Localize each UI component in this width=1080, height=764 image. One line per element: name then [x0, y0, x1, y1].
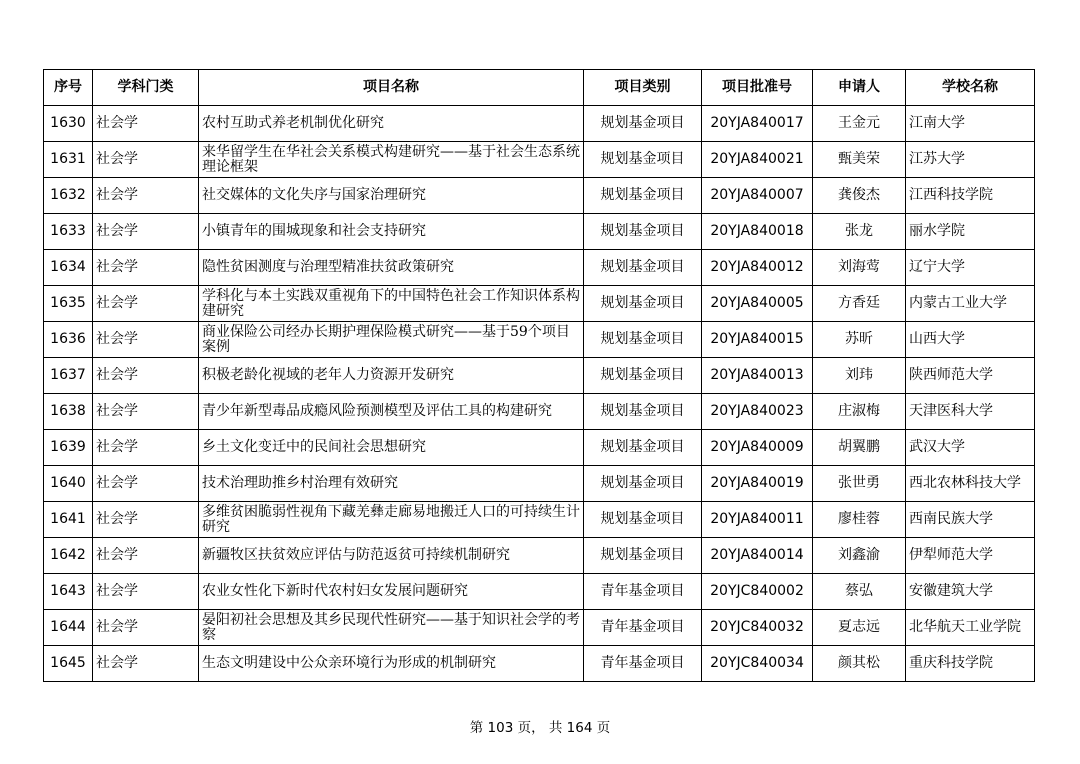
cell-approval-code: 20YJA840005: [702, 286, 813, 322]
table-row: [44, 646, 1035, 682]
cell-applicant: 刘海莺: [813, 250, 906, 286]
table-row: [44, 502, 1035, 538]
cell-no: 1642: [44, 538, 93, 574]
cell-project-type: 规划基金项目: [584, 322, 702, 358]
cell-school: 重庆科技学院: [906, 646, 1035, 682]
cell-approval-code: 20YJA840011: [702, 502, 813, 538]
cell-applicant: 庄淑梅: [813, 394, 906, 430]
cell-project-name: 生态文明建设中公众亲环境行为形成的机制研究: [199, 646, 584, 682]
cell-school: 江西科技学院: [906, 178, 1035, 214]
cell-project-name: 小镇青年的围城现象和社会支持研究: [199, 214, 584, 250]
cell-applicant: 夏志远: [813, 610, 906, 646]
cell-project-name: 新疆牧区扶贫效应评估与防范返贫可持续机制研究: [199, 538, 584, 574]
cell-school: 山西大学: [906, 322, 1035, 358]
cell-project-type: 规划基金项目: [584, 286, 702, 322]
cell-project-name: 技术治理助推乡村治理有效研究: [199, 466, 584, 502]
cell-school: 北华航天工业学院: [906, 610, 1035, 646]
cell-project-name: 农业女性化下新时代农村妇女发展问题研究: [199, 574, 584, 610]
table-row: [44, 142, 1035, 178]
header-row: [44, 70, 1035, 106]
cell-project-type: 青年基金项目: [584, 646, 702, 682]
cell-discipline: 社会学: [93, 502, 199, 538]
cell-project-type: 规划基金项目: [584, 142, 702, 178]
cell-no: 1631: [44, 142, 93, 178]
cell-applicant: 张龙: [813, 214, 906, 250]
cell-project-name: 学科化与本土实践双重视角下的中国特色社会工作知识体系构建研究: [199, 286, 584, 322]
table-row: [44, 574, 1035, 610]
cell-project-type: 规划基金项目: [584, 538, 702, 574]
cell-school: 江苏大学: [906, 142, 1035, 178]
cell-school: 西北农林科技大学: [906, 466, 1035, 502]
cell-school: 安徽建筑大学: [906, 574, 1035, 610]
cell-approval-code: 20YJA840019: [702, 466, 813, 502]
cell-discipline: 社会学: [93, 466, 199, 502]
cell-no: 1645: [44, 646, 93, 682]
cell-approval-code: 20YJA840009: [702, 430, 813, 466]
cell-discipline: 社会学: [93, 322, 199, 358]
cell-no: 1639: [44, 430, 93, 466]
cell-applicant: 苏昕: [813, 322, 906, 358]
table-row: [44, 394, 1035, 430]
cell-discipline: 社会学: [93, 250, 199, 286]
cell-project-type: 规划基金项目: [584, 214, 702, 250]
cell-applicant: 王金元: [813, 106, 906, 142]
cell-school: 辽宁大学: [906, 250, 1035, 286]
cell-applicant: 颜其松: [813, 646, 906, 682]
cell-discipline: 社会学: [93, 430, 199, 466]
cell-project-type: 青年基金项目: [584, 574, 702, 610]
cell-discipline: 社会学: [93, 106, 199, 142]
cell-project-name: 来华留学生在华社会关系模式构建研究——基于社会生态系统理论框架: [199, 142, 584, 178]
cell-applicant: 廖桂蓉: [813, 502, 906, 538]
cell-approval-code: 20YJA840014: [702, 538, 813, 574]
cell-project-name: 青少年新型毒品成瘾风险预测模型及评估工具的构建研究: [199, 394, 584, 430]
cell-school: 丽水学院: [906, 214, 1035, 250]
cell-project-type: 规划基金项目: [584, 502, 702, 538]
cell-no: 1633: [44, 214, 93, 250]
cell-no: 1644: [44, 610, 93, 646]
cell-discipline: 社会学: [93, 358, 199, 394]
table-row: [44, 538, 1035, 574]
cell-no: 1641: [44, 502, 93, 538]
cell-project-type: 青年基金项目: [584, 610, 702, 646]
cell-approval-code: 20YJA840015: [702, 322, 813, 358]
header-cell-no: 序号: [44, 70, 93, 106]
header-cell-school: 学校名称: [906, 70, 1035, 106]
cell-applicant: 方香廷: [813, 286, 906, 322]
table-row: [44, 610, 1035, 646]
cell-school: 西南民族大学: [906, 502, 1035, 538]
cell-project-name: 商业保险公司经办长期护理保险模式研究——基于59个项目案例: [199, 322, 584, 358]
cell-no: 1635: [44, 286, 93, 322]
cell-applicant: 甄美荣: [813, 142, 906, 178]
table-row: [44, 430, 1035, 466]
cell-approval-code: 20YJA840012: [702, 250, 813, 286]
cell-discipline: 社会学: [93, 646, 199, 682]
cell-project-name: 农村互助式养老机制优化研究: [199, 106, 584, 142]
cell-project-type: 规划基金项目: [584, 466, 702, 502]
table-row: [44, 358, 1035, 394]
cell-approval-code: 20YJA840007: [702, 178, 813, 214]
cell-approval-code: 20YJC840034: [702, 646, 813, 682]
header-cell-applicant: 申请人: [813, 70, 906, 106]
cell-school: 陕西师范大学: [906, 358, 1035, 394]
cell-applicant: 刘鑫渝: [813, 538, 906, 574]
cell-project-type: 规划基金项目: [584, 430, 702, 466]
cell-applicant: 张世勇: [813, 466, 906, 502]
cell-no: 1630: [44, 106, 93, 142]
cell-project-name: 社交媒体的文化失序与国家治理研究: [199, 178, 584, 214]
cell-discipline: 社会学: [93, 214, 199, 250]
cell-discipline: 社会学: [93, 286, 199, 322]
cell-discipline: 社会学: [93, 142, 199, 178]
cell-no: 1632: [44, 178, 93, 214]
cell-school: 内蒙古工业大学: [906, 286, 1035, 322]
table-row: [44, 106, 1035, 142]
cell-school: 武汉大学: [906, 430, 1035, 466]
cell-no: 1643: [44, 574, 93, 610]
cell-school: 江南大学: [906, 106, 1035, 142]
cell-discipline: 社会学: [93, 178, 199, 214]
cell-approval-code: 20YJA840021: [702, 142, 813, 178]
page-footer: 第 103 页， 共 164 页: [469, 720, 611, 736]
cell-project-name: 隐性贫困测度与治理型精准扶贫政策研究: [199, 250, 584, 286]
table-row: [44, 250, 1035, 286]
table-row: [44, 214, 1035, 250]
cell-no: 1637: [44, 358, 93, 394]
cell-school: 伊犁师范大学: [906, 538, 1035, 574]
table-row: [44, 466, 1035, 502]
cell-approval-code: 20YJA840018: [702, 214, 813, 250]
cell-project-name: 晏阳初社会思想及其乡民现代性研究——基于知识社会学的考察: [199, 610, 584, 646]
cell-approval-code: 20YJC840002: [702, 574, 813, 610]
cell-project-type: 规划基金项目: [584, 250, 702, 286]
table-row: [44, 286, 1035, 322]
cell-approval-code: 20YJA840013: [702, 358, 813, 394]
cell-project-type: 规划基金项目: [584, 106, 702, 142]
cell-project-type: 规划基金项目: [584, 178, 702, 214]
table-row: [44, 322, 1035, 358]
header-cell-project-type: 项目类别: [584, 70, 702, 106]
cell-no: 1638: [44, 394, 93, 430]
cell-no: 1634: [44, 250, 93, 286]
cell-no: 1636: [44, 322, 93, 358]
cell-project-name: 积极老龄化视域的老年人力资源开发研究: [199, 358, 584, 394]
cell-project-type: 规划基金项目: [584, 394, 702, 430]
table-row: [44, 178, 1035, 214]
cell-discipline: 社会学: [93, 610, 199, 646]
cell-project-name: 多维贫困脆弱性视角下藏羌彝走廊易地搬迁人口的可持续生计研究: [199, 502, 584, 538]
project-table: [43, 69, 1035, 682]
cell-project-type: 规划基金项目: [584, 358, 702, 394]
cell-applicant: 胡翼鹏: [813, 430, 906, 466]
cell-applicant: 刘玮: [813, 358, 906, 394]
cell-approval-code: 20YJA840017: [702, 106, 813, 142]
header-cell-approval-code: 项目批准号: [702, 70, 813, 106]
header-cell-project-name: 项目名称: [199, 70, 584, 106]
cell-discipline: 社会学: [93, 538, 199, 574]
cell-applicant: 蔡弘: [813, 574, 906, 610]
cell-discipline: 社会学: [93, 574, 199, 610]
cell-project-name: 乡土文化变迁中的民间社会思想研究: [199, 430, 584, 466]
cell-discipline: 社会学: [93, 394, 199, 430]
cell-applicant: 龚俊杰: [813, 178, 906, 214]
header-cell-discipline: 学科门类: [93, 70, 199, 106]
cell-approval-code: 20YJA840023: [702, 394, 813, 430]
cell-no: 1640: [44, 466, 93, 502]
cell-approval-code: 20YJC840032: [702, 610, 813, 646]
table-body: [44, 106, 1035, 682]
cell-school: 天津医科大学: [906, 394, 1035, 430]
